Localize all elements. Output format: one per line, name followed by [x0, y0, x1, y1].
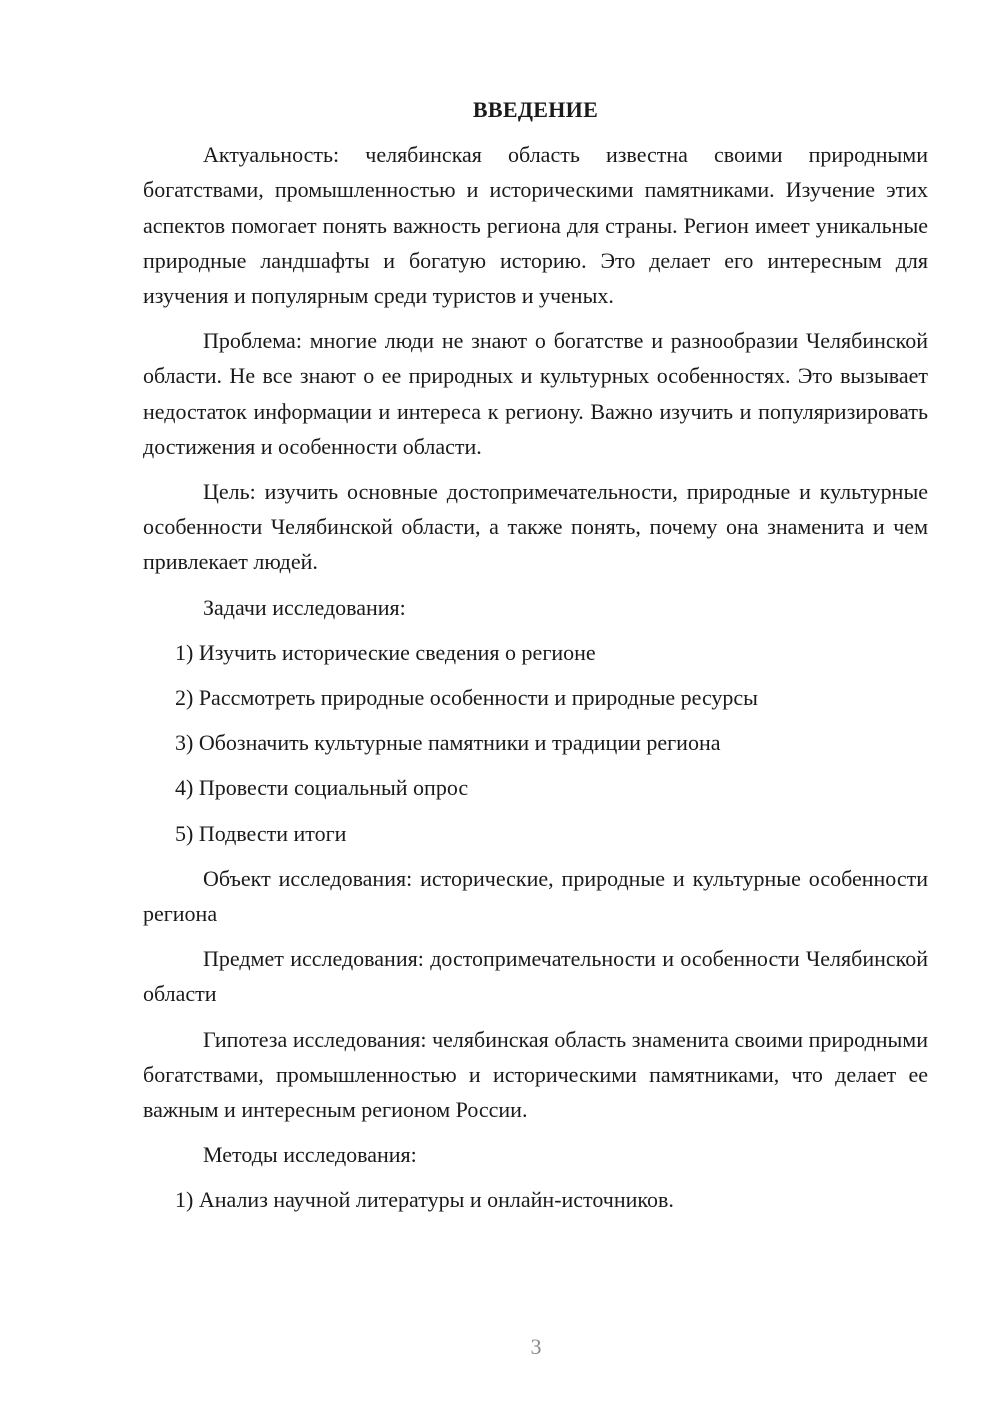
page-number: 3 — [530, 1334, 542, 1359]
document-page — [143, 92, 928, 1228]
task-item-4: 4) Провести социальный опрос — [175, 775, 469, 801]
method-item-1: 1) Анализ научной литературы и онлайн-источников. — [175, 1187, 674, 1213]
document-title: ВВЕДЕНИЕ — [472, 97, 599, 122]
goal-paragraph: Цель: изучить основные достопримечательности, природные и культурные особенности Челябинской области, а также понять, почему она знаменита и чем привлекает людей. — [143, 479, 928, 575]
methods-heading: Методы исследования: — [203, 1142, 417, 1168]
object-paragraph: Объект исследования: исторические, природные и культурные особенности региона — [143, 865, 928, 927]
relevance-paragraph: Актуальность: челябинская область известна своими природными богатствами, промышленностью и историческими памятниками. Изучение этих аспектов помогает понять важность региона для страны. Регион имеет уникальные природные ландшафты и богатую историю. Это делает его интересным для изучения и популярным среди туристов и ученых. — [143, 142, 928, 309]
task-item-1: 1) Изучить исторические сведения о регионе — [175, 639, 596, 665]
task-item-5: 5) Подвести итоги — [175, 820, 347, 846]
subject-paragraph: Предмет исследования: достопримечательности и особенности Челябинской области — [143, 946, 928, 1007]
task-item-2: 2) Рассмотреть природные особенности и природные ресурсы — [175, 685, 758, 711]
hypothesis-paragraph: Гипотеза исследования: челябинская область знаменита своими природными богатствами, промышленностью и историческими памятниками, что делает ее важным и интересным регионом России. — [143, 1026, 928, 1123]
tasks-list — [143, 635, 928, 851]
problem-paragraph: Проблема: многие люди не знают о богатстве и разнообразии Челябинской области. Не все знают о ее природных и культурных особенностях. Это вызывает недостаток информации и интереса к региону. Важно изучить и популяризировать достижения и особенности области. — [143, 328, 928, 459]
methods-list — [143, 1182, 928, 1217]
task-item-3: 3) Обозначить культурные памятники и традиции региона — [175, 730, 721, 756]
tasks-heading: Задачи исследования: — [203, 594, 406, 620]
